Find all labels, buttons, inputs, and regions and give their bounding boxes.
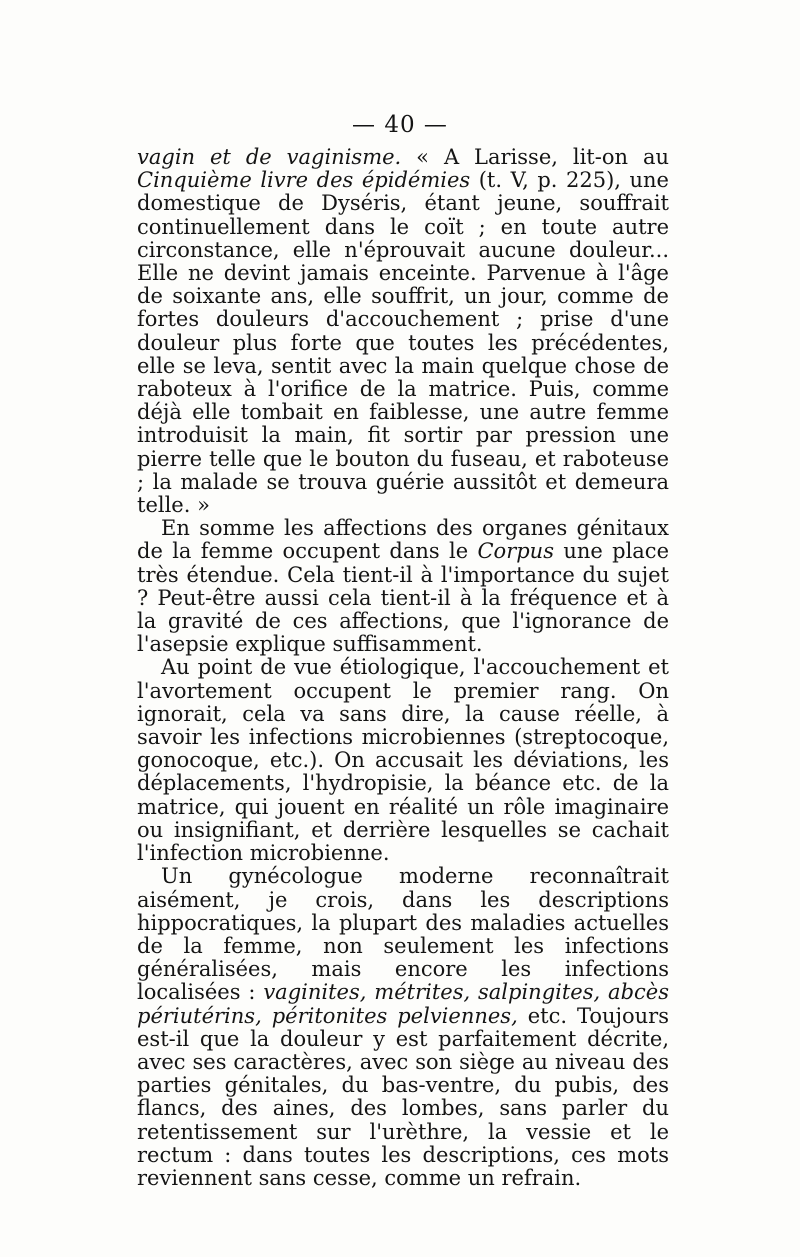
text-segment: « A Larisse, lit-on au <box>401 145 669 169</box>
book-title-reference: Cinquième livre des épidémies <box>137 168 471 193</box>
text-segment: En somme les affections des organes génitaux de la femme occupent dans le <box>137 516 669 564</box>
disease-list: vaginites, métrites, salpingites, abcès périutérins, péritonites pelviennes, <box>137 980 669 1028</box>
text-segment: une place très étendue. Cela tient-il à l'importance du sujet ? Peut-être aussi cela tient-il à la fréquence et à la gravité de ces affections, que l'ignorance de l'asepsie explique suffisamment. <box>137 539 669 657</box>
text-segment: Au point de vue étiologique, l'accouchement et l'avortement occupent le premier rang. On ignorait, cela va sans dire, la cause réelle, à savoir les infections microbiennes (streptocoque, gonocoque, etc.). On accusait les déviations, les déplacements, l'hydropisie, la béance etc. de la matrice, qui jouent en réalité un rôle imaginaire ou insignifiant, et derrière lesquelles se cachait l'infection microbienne. <box>137 655 669 866</box>
corpus-reference: Corpus <box>477 539 554 564</box>
paragraph-continued <box>137 146 669 517</box>
paragraph <box>137 656 669 865</box>
paragraph <box>137 517 669 656</box>
paragraph <box>137 865 669 1190</box>
text-segment: vagin et de vaginisme. <box>137 145 402 169</box>
text-segment: (t. V, p. 225), une domestique de Dyséris, étant jeune, souffrait continuellement dans le coït ; en toute autre circonstance, elle n'éprouvait aucune douleur... Elle ne devint jamais enceinte. Parvenue à l'âge de soixante ans, elle souffrit, un jour, comme de fortes douleurs d'accouchement ; prise d'une douleur plus forte que toutes les précédentes, elle se leva, sentit avec la main quelque chose de raboteux à l'orifice de la matrice. Puis, comme déjà elle tombait en faiblesse, une autre femme introduisit la main, fit sortir par pression une pierre telle que le bouton du fuseau, et raboteuse ; la malade se trouva guérie aussitôt et demeura telle. » <box>137 168 669 518</box>
body-text <box>137 146 669 1190</box>
text-segment: Un gynécologue moderne reconnaîtrait aisément, je crois, dans les descriptions hippocratiques, la plupart des maladies actuelles de la femme, non seulement les infections généralisées, mais encore les infections localisées : <box>137 864 669 1005</box>
text-segment: etc. Toujours est-il que la douleur y est parfaitement décrite, avec ses caractères, avec son siège au niveau des parties génitales, du bas-ventre, du pubis, des flancs, des aines, des lombes, sans parler du retentissement sur l'urèthre, la vessie et le rectum : dans toutes les descriptions, ces mots reviennent sans cesse, comme un refrain. <box>137 1003 669 1190</box>
page-number: — 40 — <box>352 112 448 138</box>
